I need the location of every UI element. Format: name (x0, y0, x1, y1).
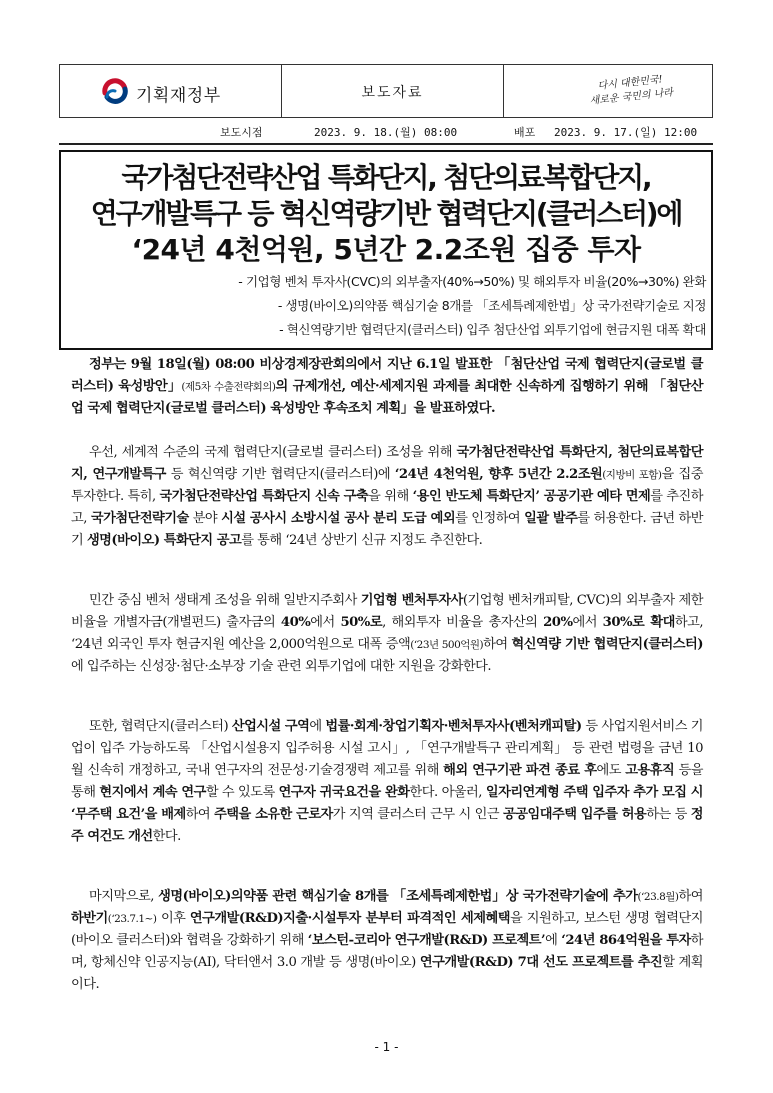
embargo-label: 보도시점 (220, 126, 263, 139)
subtitle-1: - 기업형 벤처 투자사(CVC)의 외부출자(40%→50%) 및 해외투자 비율(20%→30%) 완화 (238, 274, 706, 289)
paragraph-2: 우선, 세계적 수준의 국제 협력단지(글로벌 클러스터) 조성을 위해 국가첨단전략산업 특화단지, 첨단의료복합단지, 연구개발특구 등 혁신역량 기반 협력단지(클러스터)에 ‘24년 4천억원, 향후 5년간 2.2조원(지방비 포함)을 집중 투자한다. 특히, 국가첨단전략산업 특화단지 신속 구축을 위해 ‘용인 반도체 특화단지’ 공공기관 예타 면제를 추진하고, 국가첨단전략기술 분야 시설 공사시 소방시설 공사 분리 도급 예외를 인정하여 일괄 발주를 허용한다. 금년 하반기 생명(바이오) 특화단지 공고를 통해 ‘24년 상반기 신규 지정도 추진한다. (71, 445, 704, 549)
release-label: 배포 (514, 126, 536, 139)
headline-line-2: 연구개발특구 등 혁신역량기반 협력단지(클러스터)에 (90, 197, 682, 230)
header-rule (59, 143, 713, 145)
ministry-name: 기획재정부 (136, 86, 221, 106)
header-divider (503, 64, 504, 118)
page-number: - 1 - (374, 1040, 399, 1054)
subtitle-2: - 생명(바이오)의약품 핵심기술 8개를 「조세특례제한법」상 국가전략기술로 지정 (277, 298, 706, 313)
paragraph-5: 마지막으로, 생명(바이오)의약품 관련 핵심기술 8개를 「조세특례제한법」상 국가전략기술에 추가(‘23.8월)하여 하반기(‘23.7.1~) 이후 연구개발(R&D)지출·시설투자 분부터 파격적인 세제혜택을 지원하고, 보스턴 생명 협력단지(바이오 클러스터)와 협력을 강화하기 위해 ‘보스턴-코리아 연구개발(R&D) 프로젝트’에 ‘24년 864억원을 투자하며, 항체신약 인공지능(AI), 닥터앤서 3.0 개발 등 생명(바이오) 연구개발(R&D) 7대 선도 프로젝트를 추진할 계획이다. (71, 889, 703, 993)
svg-text:다시 대한민국!: 다시 대한민국! (597, 74, 664, 92)
subtitle-3: - 혁신역량기반 협력단지(클러스터) 입주 첨단산업 외투기업에 현금지원 대폭 확대 (279, 322, 706, 337)
headline-line-1: 국가첨단전략산업 특화단지, 첨단의료복합단지, (121, 161, 651, 194)
release-time: 2023. 9. 17.(일) 12:00 (554, 126, 698, 139)
embargo-time: 2023. 9. 18.(월) 08:00 (314, 126, 458, 139)
svg-text:새로운 국민의 나라: 새로운 국민의 나라 (589, 87, 674, 107)
press-release-label: 보도자료 (361, 85, 424, 101)
paragraph-4: 또한, 협력단지(클러스터) 산업시설 구역에 법률·회계·창업기획자·벤처투자사(벤처캐피탈) 등 사업지원서비스 기업이 입주 가능하도록 「산업시설용지 입주허용 시설 고시」, 「연구개발특구 관리계획」 등 관련 법령을 금년 10월 신속히 개정하고, 국내 연구자의 전문성·기술경쟁력 제고를 위해 해외 연구기관 파견 종료 후에도 고용휴직 등을 통해 현지에서 계속 연구할 수 있도록 연구자 귀국요건을 완화한다. 아울러, 일자리연계형 주택 입주자 추가 모집 시 ‘무주택 요건’을 배제하여 주택을 소유한 근로자가 지역 클러스터 근무 시 인근 공공임대주택 입주를 허용하는 등 정주 여건도 개선한다. (71, 719, 704, 845)
slogan-logo (520, 74, 690, 110)
paragraph-3: 민간 중심 벤처 생태계 조성을 위해 일반지주회사 기업형 벤처투자사(기업형 벤처캐피탈, CVC)의 외부출자 제한 비율을 개별자금(개별펀드) 출자금의 40%에서 50%로, 해외투자 비율을 총자산의 20%에서 30%로 확대하고, ‘24년 외국인 투자 현금지원 예산을 2,000억원으로 대폭 증액(‘23년 500억원)하여 혁신역량 기반 협력단지(클러스터)에 입주하는 신성장·첨단·소부장 기술 관련 외투기업에 대한 지원을 강화한다. (71, 593, 704, 675)
headline-line-3: ‘24년 4천억원, 5년간 2.2조원 집중 투자 (131, 233, 641, 266)
government-emblem-icon (101, 77, 129, 105)
paragraph-1: 정부는 9월 18일(월) 08:00 비상경제장관회의에서 지난 6.1일 발표한 「첨단산업 국제 협력단지(글로벌 클러스터) 육성방안」(제5차 수출전략회의)의 규제개선, 예산·세제지원 과제를 최대한 신속하게 집행하기 위해 「첨단산업 국제 협력단지(글로벌 클러스터) 육성방안 후속조치 계획」을 발표하였다. (71, 357, 703, 417)
